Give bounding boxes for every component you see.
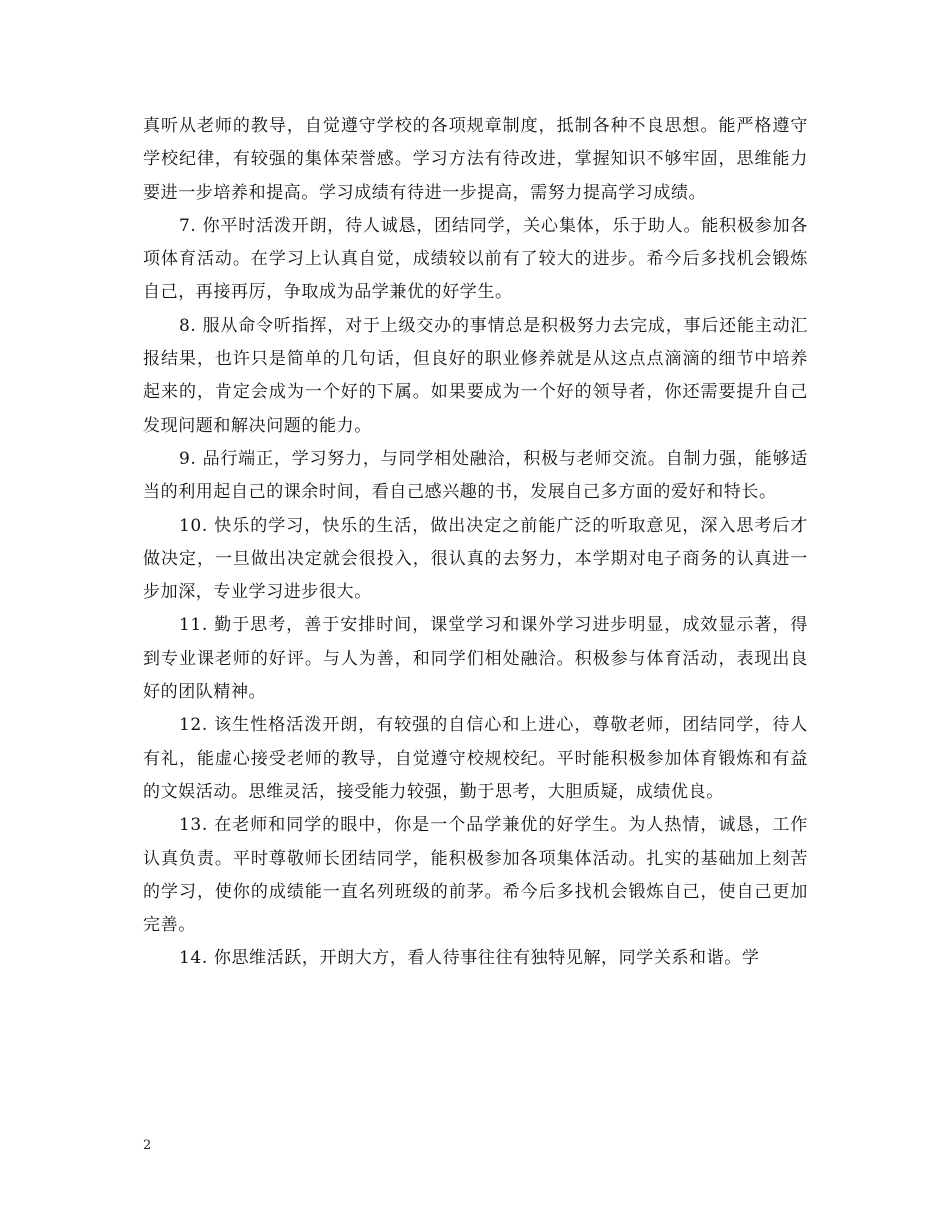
paragraph-continuation: 真听从老师的教导，自觉遵守学校的各项规章制度，抵制各种不良思想。能严格遵守学校纪律，有较强的集体荣誉感。学习方法有待改进，掌握知识不够牢固，思维能力要进一步培养和提高。学习成绩有待进一步提高，需努力提高学习成绩。 <box>143 116 808 203</box>
paragraph-item-10: 10. 快乐的学习，快乐的生活，做出决定之前能广泛的听取意见，深入思考后才做决定，一旦做出决定就会很投入，很认真的去努力，本学期对电子商务的认真进一步加深，专业学习进步很大。 <box>143 515 808 603</box>
paragraph-item-13: 13. 在老师和同学的眼中，你是一个品学兼优的好学生。为人热情，诚恳，工作认真负责。平时尊敬师长团结同学，能积极参加各项集体活动。扎实的基础加上刻苦的学习，使你的成绩能一直名列班级的前茅。希今后多找机会锻炼自己，使自己更加完善。 <box>143 815 808 936</box>
document-body <box>143 110 808 976</box>
paragraph-item-8: 8. 服从命令听指挥，对于上级交办的事情总是积极努力去完成，事后还能主动汇报结果，也许只是简单的几句话，但良好的职业修养就是从这点点滴滴的细节中培养起来的，肯定会成为一个好的下属。如果要成为一个好的领导者，你还需要提升自己发现问题和解决问题的能力。 <box>143 315 808 436</box>
page-number: 2 <box>143 1138 152 1153</box>
paragraph-item-11: 11. 勤于思考，善于安排时间，课堂学习和课外学习进步明显，成效显示著，得到专业课老师的好评。与人为善，和同学们相处融洽。积极参与体育活动，表现出良好的团队精神。 <box>143 615 808 703</box>
paragraph-item-9: 9. 品行端正，学习努力，与同学相处融洽，积极与老师交流。自制力强，能够适当的利用起自己的课余时间，看自己感兴趣的书，发展自己多方面的爱好和特长。 <box>143 448 808 503</box>
paragraph-item-14: 14. 你思维活跃，开朗大方，看人待事往往有独特见解，同学关系和谐。学 <box>179 948 760 969</box>
paragraph-item-7: 7. 你平时活泼开朗，待人诚恳，团结同学，关心集体，乐于助人。能积极参加各项体育活动。在学习上认真自觉，成绩较以前有了较大的进步。希今后多找机会锻炼自己，再接再厉，争取成为品学兼优的好学生。 <box>143 215 808 303</box>
paragraph-item-12: 12. 该生性格活泼开朗，有较强的自信心和上进心，尊敬老师，团结同学，待人有礼，能虚心接受老师的教导，自觉遵守校规校纪。平时能积极参加体育锻炼和有益的文娱活动。思维灵活，接受能力较强，勤于思考，大胆质疑，成绩优良。 <box>143 715 808 802</box>
